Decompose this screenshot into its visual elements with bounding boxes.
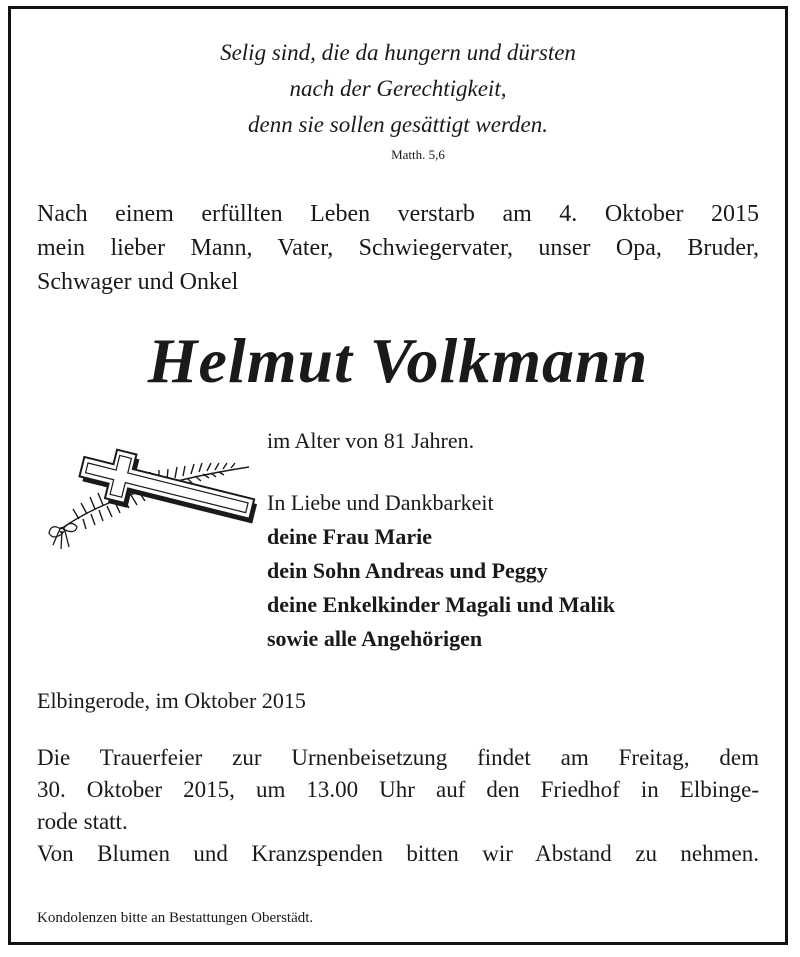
age-text: im Alter von 81 Jahren.: [267, 428, 475, 453]
signers-opening: In Liebe und Dankbarkeit: [267, 490, 494, 515]
signers-block: [267, 486, 615, 656]
ceremony-text: [37, 742, 759, 870]
signer-name: deine Enkelkinder Magali und Malik: [267, 592, 616, 617]
intro-line: Schwager und Onkel: [37, 269, 239, 295]
signer-name: deine Frau Marie: [267, 524, 432, 549]
verse-reference: Matth. 5,6: [391, 147, 445, 162]
obituary-frame: [8, 6, 788, 945]
ceremony-line: Die Trauerfeier zur Urnenbeisetzung findet am Freitag, dem: [37, 745, 759, 770]
intro-line: Nach einem erfüllten Leben verstarb am 4. Oktober 2015: [37, 201, 759, 227]
bible-verse: [11, 35, 785, 143]
verse-line: denn sie sollen gesättigt werden.: [247, 112, 549, 137]
cross-with-palm-icon: [39, 447, 259, 557]
ceremony-line: 30. Oktober 2015, um 13.00 Uhr auf den Friedhof in Elbinge-: [37, 777, 759, 802]
ceremony-line: rode statt.: [37, 809, 128, 834]
intro-text: [37, 197, 759, 299]
intro-line: mein lieber Mann, Vater, Schwiegervater, unser Opa, Bruder,: [37, 235, 759, 261]
verse-line: nach der Gerechtigkeit,: [289, 76, 507, 101]
ceremony-line: Von Blumen und Kranzspenden bitten wir Abstand zu nehmen.: [37, 841, 759, 866]
signer-name: dein Sohn Andreas und Peggy: [267, 558, 548, 583]
condolence-note: Kondolenzen bitte an Bestattungen Oberstädt.: [37, 910, 314, 926]
place-date: Elbingerode, im Oktober 2015: [37, 688, 306, 713]
deceased-name: Helmut Volkmann: [147, 325, 649, 396]
signer-name: sowie alle Angehörigen: [267, 626, 483, 651]
verse-line: Selig sind, die da hungern und dürsten: [220, 40, 576, 65]
